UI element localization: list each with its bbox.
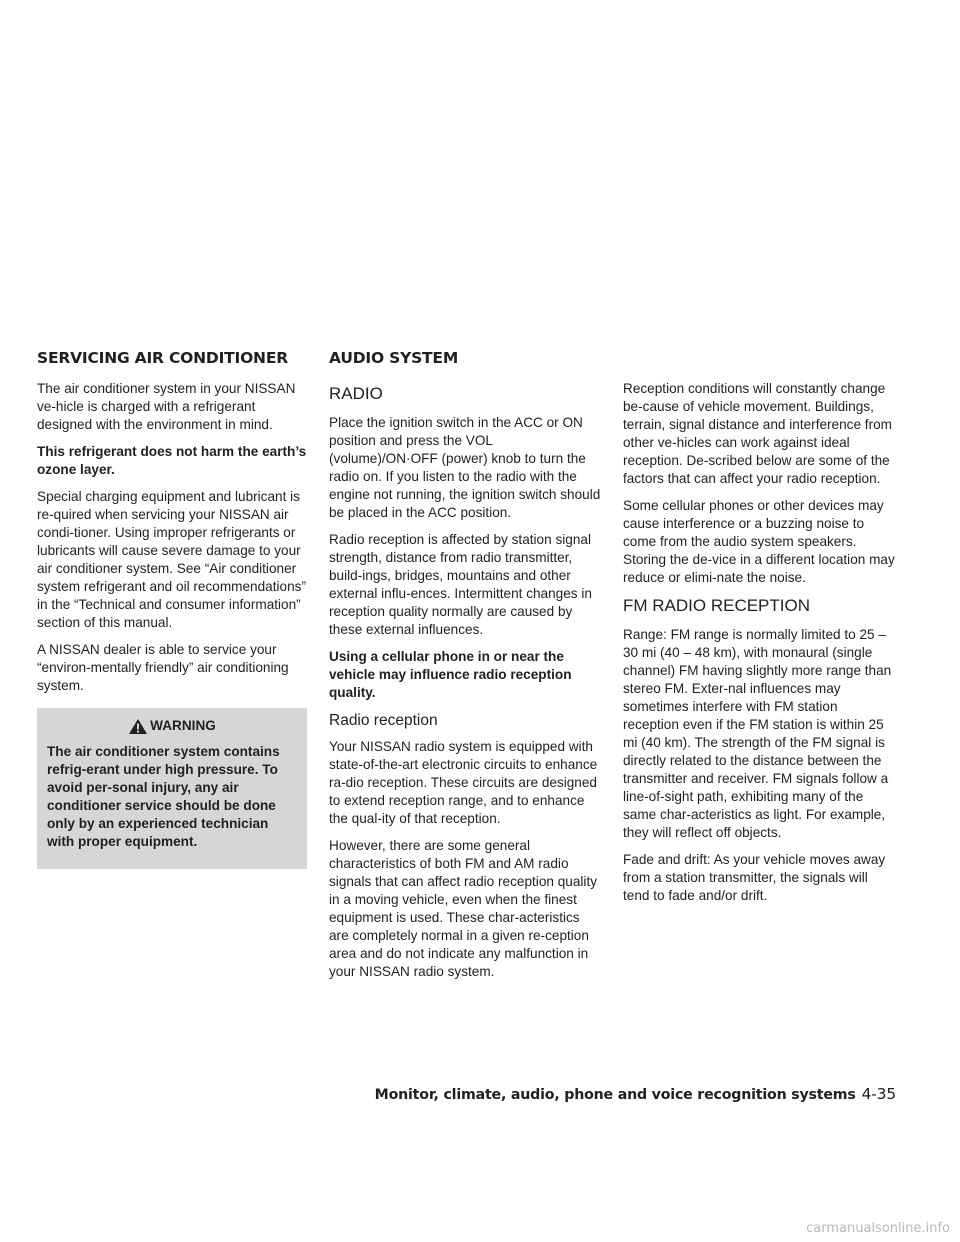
paragraph: Range: FM range is normally limited to 25 – 30 mi (40 – 48 km), with monaural (single channel) FM having slightly more range than stereo FM. Exter-nal influences may sometimes interfere with FM station reception even if the FM station is within 25 mi (40 km). The strength of the FM signal is directly related to the distance between the transmitter and receiver. FM signals follow a line-of-sight path, exhibiting many of the same char-acteristics as light. For example, they will reflect off objects. bbox=[623, 627, 892, 840]
subheading-fm-radio-reception: FM RADIO RECEPTION bbox=[623, 596, 811, 615]
paragraph: Reception conditions will constantly change be-cause of vehicle movement. Buildings, terrain, signal distance and interference from other ve-hicles can work against ideal reception. De-scribed below are some of the factors that can affect your radio reception. bbox=[623, 381, 892, 486]
watermark-text: carmanualsonline.info bbox=[806, 1221, 950, 1236]
section-heading-audio-system: AUDIO SYSTEM bbox=[329, 349, 459, 367]
warning-box bbox=[37, 708, 307, 869]
column-right bbox=[623, 380, 896, 914]
paragraph: The air conditioner system in your NISSAN ve-hicle is charged with a refrigerant designed with the environment in mind. bbox=[37, 381, 296, 432]
paragraph: However, there are some general characteristics of both FM and AM radio signals that can affect radio reception quality in a moving vehicle, even when the finest equipment is used. These char-acteristics are completely normal in a given re-ception area and do not indicate any malfunction in your NISSAN radio system. bbox=[329, 838, 598, 979]
warning-title: WARNING bbox=[150, 718, 216, 733]
paragraph: Place the ignition switch in the ACC or ON position and press the VOL (volume)/ON·OFF (power) knob to turn the radio on. If you listen to the radio with the engine not running, the ignition switch should be placed in the ACC position. bbox=[329, 415, 601, 520]
page-number: 4-35 bbox=[861, 1085, 896, 1103]
warning-title-row bbox=[47, 708, 297, 743]
column-middle bbox=[329, 384, 602, 990]
subheading-radio: RADIO bbox=[329, 384, 383, 403]
footer-section-title: Monitor, climate, audio, phone and voice recognition systems bbox=[374, 1087, 856, 1103]
subheading-radio-reception: Radio reception bbox=[329, 712, 438, 729]
column-left bbox=[37, 380, 307, 869]
warning-triangle-icon bbox=[128, 718, 148, 735]
bold-paragraph: This refrigerant does not harm the earth’s ozone layer. bbox=[37, 444, 307, 477]
paragraph: Radio reception is affected by station signal strength, distance from radio transmitter, build-ings, bridges, mountains and other external influ-ences. Intermittent changes in reception quality normally are caused by these external influences. bbox=[329, 532, 592, 637]
paragraph: Some cellular phones or other devices may cause interference or a buzzing noise to come from the audio system speakers. Storing the de-vice in a different location may reduce or elimi-nate the noise. bbox=[623, 498, 895, 585]
paragraph: A NISSAN dealer is able to service your “environ-mentally friendly” air conditioning system. bbox=[37, 642, 289, 693]
section-heading-servicing-air-conditioner: SERVICING AIR CONDITIONER bbox=[37, 349, 288, 367]
paragraph: Fade and drift: As your vehicle moves away from a station transmitter, the signals will tend to fade and/or drift. bbox=[623, 852, 886, 903]
page-footer bbox=[375, 1085, 896, 1103]
bold-paragraph: Using a cellular phone in or near the vehicle may influence radio reception quality. bbox=[329, 649, 572, 700]
paragraph: Your NISSAN radio system is equipped with state-of-the-art electronic circuits to enhance ra-dio reception. These circuits are designed to extend reception range, and to enhance the qual-ity of that reception. bbox=[329, 739, 598, 826]
paragraph: Special charging equipment and lubricant is re-quired when servicing your NISSAN air condi-tioner. Using improper refrigerants or lubricants will cause severe damage to your air conditioner system. See “Air conditioner system refrigerant and oil recommendations” in the “Technical and consumer information” section of this manual. bbox=[37, 489, 306, 630]
warning-text: The air conditioner system contains refrig-erant under high pressure. To avoid per-sonal injury, any air conditioner service should be done only by an experienced technician with proper equipment. bbox=[47, 744, 280, 849]
